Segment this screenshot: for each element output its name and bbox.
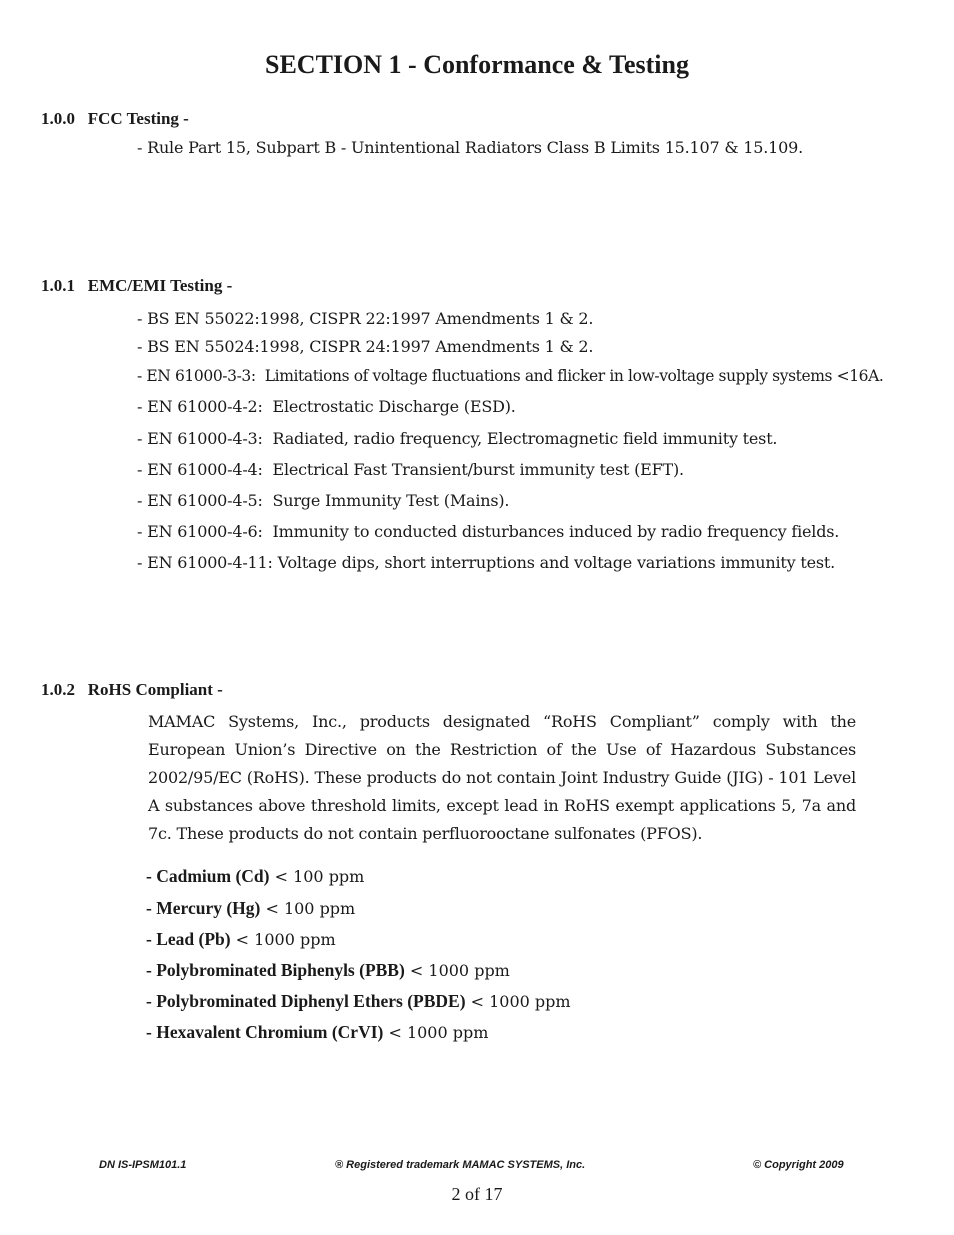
page-number: 2 of 17 [451,1184,503,1204]
substance-limit: < 1000 ppm [465,992,571,1011]
footer-trademark: ® Registered trademark MAMAC SYSTEMS, Inc. [335,1159,586,1171]
emc-item: - EN 61000-4-5: Surge Immunity Test (Mains). [137,491,510,510]
emc-item: - EN 61000-4-6: Immunity to conducted disturbances induced by radio frequency fields. [137,522,840,541]
substance-item [146,991,571,1012]
emc-item: - EN 61000-4-11: Voltage dips, short interruptions and voltage variations immunity test. [137,553,835,572]
footer-doc-number: DN IS-IPSM101.1 [99,1159,187,1171]
substance-item [146,898,355,919]
substance-name: - Mercury (Hg) [146,898,261,918]
fcc-heading: 1.0.0 FCC Testing - [41,109,189,128]
substance-item [146,866,364,887]
substance-limit: < 100 ppm [260,899,356,918]
substance-name: - Hexavalent Chromium (CrVI) [146,1022,384,1042]
substance-limit: < 1000 ppm [230,930,336,949]
footer-copyright: © Copyright 2009 [753,1159,844,1171]
emc-heading: 1.0.1 EMC/EMI Testing - [41,276,233,295]
emc-item: - EN 61000-4-4: Electrical Fast Transient/burst immunity test (EFT). [137,460,684,479]
emc-item: - EN 61000-4-2: Electrostatic Discharge (ESD). [137,397,516,416]
emc-item: - EN 61000-4-3: Radiated, radio frequency, Electromagnetic field immunity test. [137,429,778,448]
substance-item [146,929,336,950]
fcc-item: - Rule Part 15, Subpart B - Unintentional Radiators Class B Limits 15.107 & 15.109. [137,138,803,157]
substance-name: - Polybrominated Diphenyl Ethers (PBDE) [146,991,466,1011]
substance-limit: < 1000 ppm [404,961,510,980]
rohs-heading: 1.0.2 RoHS Compliant - [41,680,223,699]
substance-item [146,960,510,981]
substance-item [146,1022,488,1043]
emc-item: - BS EN 55022:1998, CISPR 22:1997 Amendments 1 & 2. [137,309,594,328]
substance-limit: < 100 ppm [269,867,365,886]
substance-name: - Lead (Pb) [146,929,231,949]
substance-name: - Polybrominated Biphenyls (PBB) [146,960,405,980]
substance-name: - Cadmium (Cd) [146,866,270,886]
substance-limit: < 1000 ppm [383,1023,489,1042]
emc-item: - BS EN 55024:1998, CISPR 24:1997 Amendments 1 & 2. [137,337,594,356]
page-title: SECTION 1 - Conformance & Testing [265,50,689,79]
rohs-paragraph: MAMAC Systems, Inc., products designated “RoHS Compliant” comply with the European Union’s Directive on the Restriction of the Use of Hazardous Substances 2002/95/EC (RoHS). These products do not contain Joint Industry Guide (JIG) - 101 Level A substances above threshold limits, except lead in RoHS exempt applications 5, 7a and 7c. These products do not contain perfluorooctane sulfonates (PFOS). [148,712,856,843]
emc-item: - EN 61000-3-3: Limitations of voltage fluctuations and flicker in low-voltage supply systems <16A. [137,367,884,385]
